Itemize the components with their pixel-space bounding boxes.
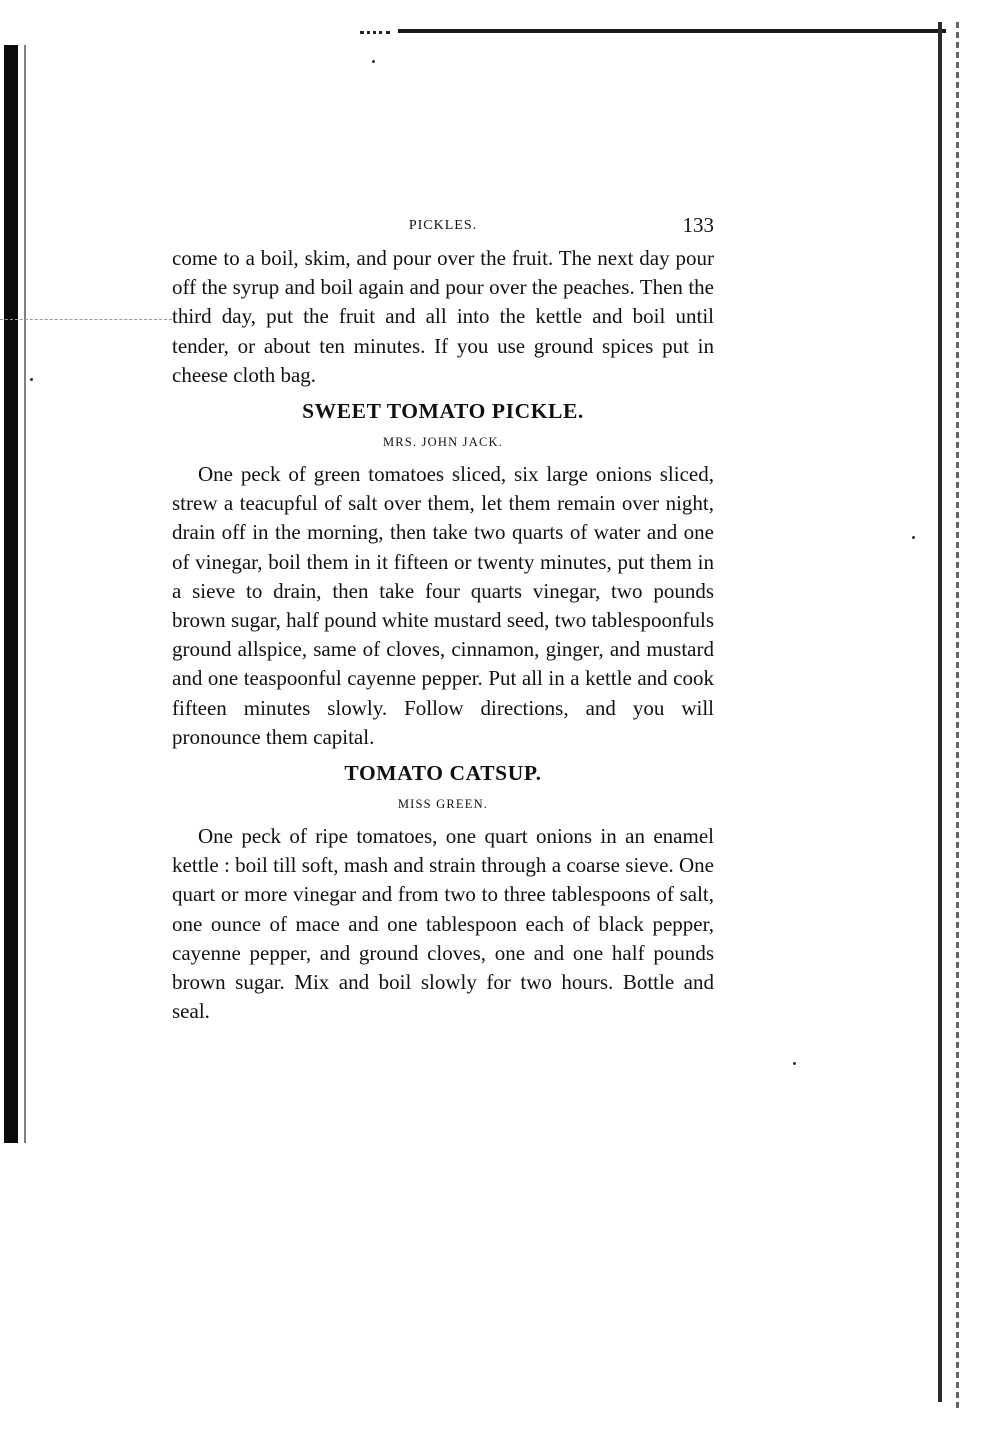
running-title: PICKLES. <box>408 218 478 233</box>
running-header <box>172 210 714 244</box>
recipe-sweet-tomato-pickle <box>172 396 714 752</box>
scan-dashed-line <box>0 319 172 320</box>
scan-right-edge <box>938 22 942 1402</box>
scan-speck <box>30 378 33 381</box>
scan-speck <box>793 1062 796 1065</box>
recipe-body: One peck of ripe tomatoes, one quart onions in an enamel kettle : boil till soft, mash and strain through a coarse sieve. One quart or more vinegar and from two to three tablespoons of salt, one ounce of mace and one tablespoon each of black pepper, cayenne pepper, and ground cloves, one and one half pounds brown sugar. Mix and boil slowly for two hours. Bottle and seal. <box>172 824 714 1024</box>
scan-speck <box>912 536 915 539</box>
scan-top-rule <box>398 29 946 33</box>
recipe-title: TOMATO CATSUP. <box>344 761 542 786</box>
scan-top-dots <box>360 31 390 36</box>
scan-binding-shadow <box>4 45 18 1143</box>
recipe-title: SWEET TOMATO PICKLE. <box>302 399 584 424</box>
scan-binding-edge <box>24 45 26 1143</box>
book-page <box>172 210 714 1026</box>
scan-right-edge-dashed <box>956 22 959 1412</box>
recipe-tomato-catsup <box>172 758 714 1026</box>
continuation-paragraph: come to a boil, skim, and pour over the fruit. The next day pour off the syrup and boil again and pour over the peaches. Then the third day, put the fruit and all into the kettle and boil until tender, or about ten minutes. If you use ground spices put in cheese cloth bag. <box>172 246 714 387</box>
recipe-author: MISS GREEN. <box>397 797 489 812</box>
page-number: 133 <box>682 213 714 237</box>
scan-speck <box>372 60 375 63</box>
recipe-body: One peck of green tomatoes sliced, six large onions sliced, strew a teacupful of salt over them, let them remain over night, drain off in the morning, then take two quarts of water and one of vinegar, boil them in it fifteen or twenty minutes, put them in a sieve to drain, then take four quarts vinegar, two pounds brown sugar, half pound white mustard seed, two tablespoonfuls ground allspice, same of cloves, cinnamon, ginger, and mustard and one teaspoonful cayenne pepper. Put all in a kettle and cook fifteen minutes slowly. Follow directions, and you will pronounce them capital. <box>172 462 714 749</box>
recipe-author: MRS. JOHN JACK. <box>382 435 504 450</box>
